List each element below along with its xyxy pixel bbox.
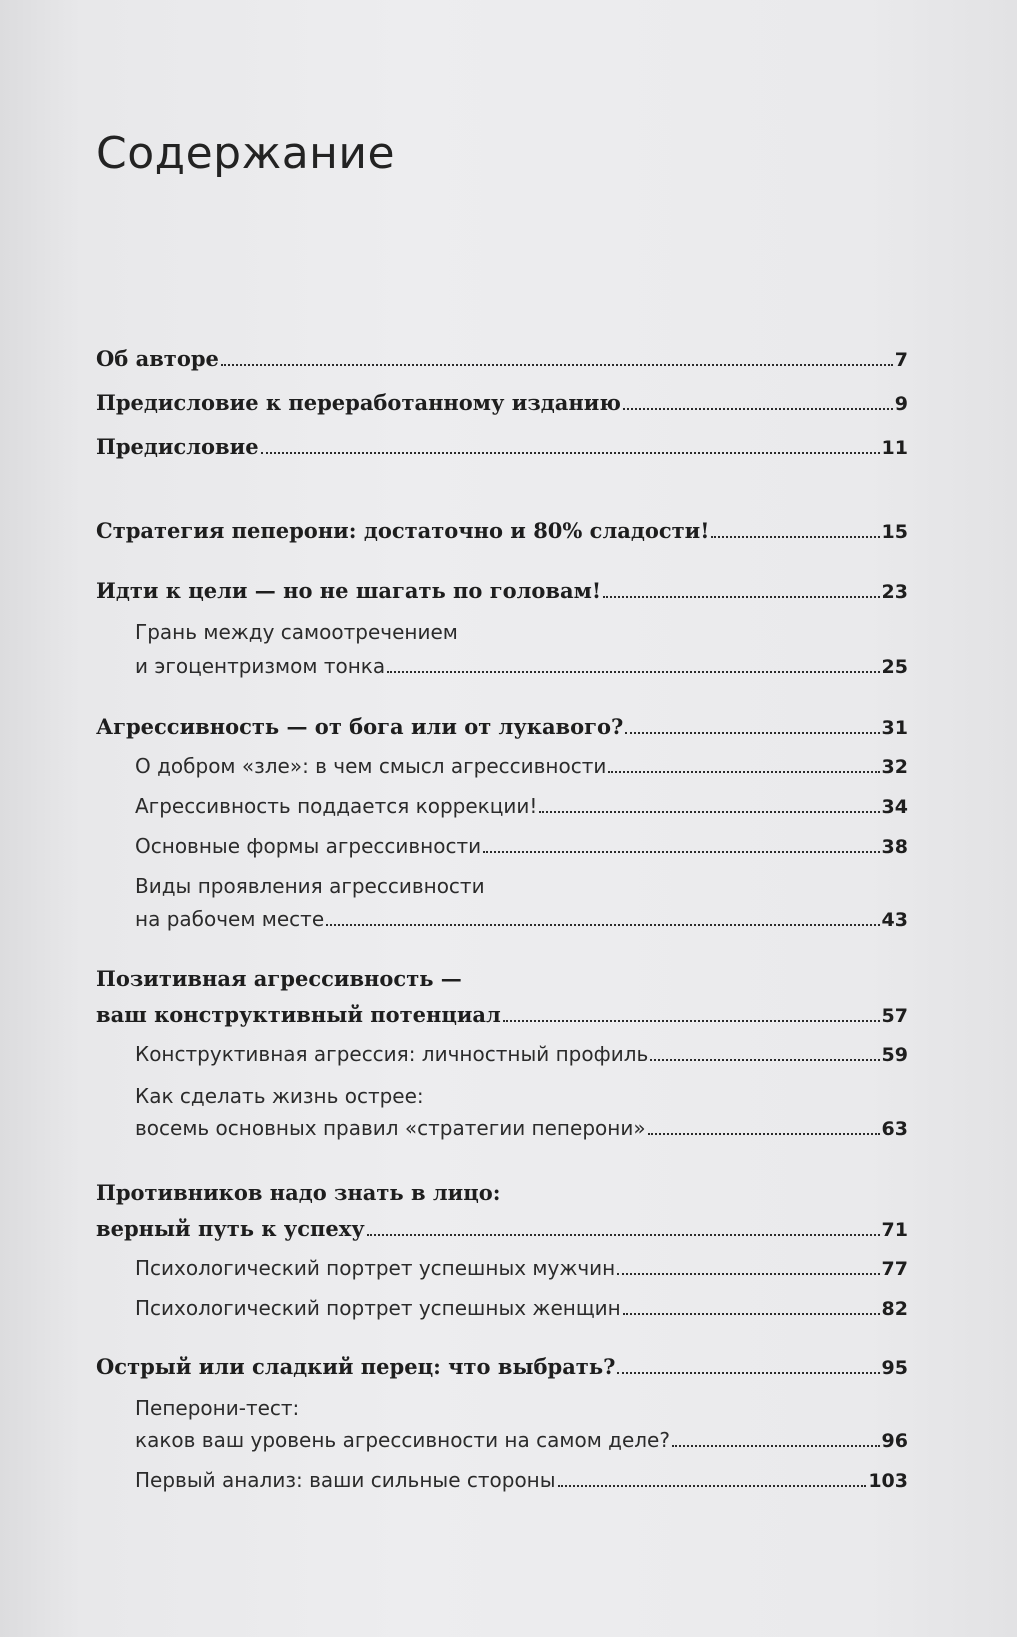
dot-leader [603,595,879,598]
toc-subentry-first-line: Как сделать жизнь острее: [135,1084,424,1108]
toc-entry-title: Острый или сладкий перец: что выбрать? [96,1354,616,1379]
toc-entry-title: Психологический портрет успешных мужчин [135,1256,616,1280]
toc-entry-first-line: Противников надо знать в лицо: [96,1180,501,1205]
toc-page-number: 31 [881,717,908,739]
toc-page-number: 11 [881,437,908,459]
toc-entry [96,346,908,371]
dot-leader [711,535,879,538]
toc-entry-title: восемь основных правил «стратегии пеперони» [135,1116,646,1140]
toc-entry [96,1216,908,1241]
toc-entry-title: ваш конструктивный потенциал [96,1002,501,1027]
toc-page-number: 96 [881,1430,908,1452]
toc-entry-title: верный путь к успеху [96,1216,365,1241]
dot-leader [623,1312,880,1315]
toc-subentry [135,907,908,931]
toc-entry-title: Предисловие к переработанному изданию [96,390,621,415]
dot-leader [387,670,879,673]
toc-entry-title: и эгоцентризмом тонка [135,654,386,678]
toc-page-number: 82 [881,1298,908,1320]
toc-page-number: 95 [881,1357,908,1379]
toc-page-number: 57 [881,1005,908,1027]
toc-entry-title: Конструктивная агрессия: личностный профиль [135,1042,649,1066]
toc-entry-title: Стратегия пеперони: достаточно и 80% сладости! [96,518,710,543]
toc-subentry [135,1042,908,1066]
toc-entry [96,1002,908,1027]
toc-subentry [135,1296,908,1320]
toc-entry [96,434,908,459]
toc-entry-title: Агрессивность поддается коррекции! [135,794,538,818]
toc-entry-title: на рабочем месте [135,907,325,931]
toc-entry-title: Предисловие [96,434,259,459]
dot-leader [326,923,879,926]
toc-entry-title: каков ваш уровень агрессивности на самом деле? [135,1428,670,1452]
toc-subentry [135,834,908,858]
toc-entry-title: Об авторе [96,346,219,371]
toc-entry-first-line: Позитивная агрессивность — [96,966,462,991]
dot-leader [221,363,893,366]
toc-subentry-first-line: Пеперони-тест: [135,1396,300,1420]
toc-page-number: 25 [881,656,908,678]
dot-leader [558,1484,867,1487]
dot-leader [625,731,879,734]
dot-leader [608,770,879,773]
dot-leader [503,1019,880,1022]
toc-entry [96,578,908,603]
toc-subentry-first-line: Виды проявления агрессивности [135,874,485,898]
dot-leader [648,1132,880,1135]
dot-leader [617,1371,879,1374]
dot-leader [483,850,879,853]
toc-entry-title: Агрессивность — от бога или от лукавого? [96,714,624,739]
toc-entry [96,390,908,415]
toc-page-number: 38 [881,836,908,858]
dot-leader [672,1444,880,1447]
toc-subentry [135,1428,908,1452]
toc-entry-title: Основные формы агрессивности [135,834,482,858]
toc-subentry [135,754,908,778]
toc-entry [96,518,908,543]
toc-page-number: 23 [881,581,908,603]
toc-entry [96,1354,908,1379]
toc-page-number: 71 [881,1219,908,1241]
toc-entry-title: Психологический портрет успешных женщин [135,1296,621,1320]
toc-page-number: 43 [881,909,908,931]
toc-page-number: 32 [881,756,908,778]
toc-entry-title: Идти к цели — но не шагать по головам! [96,578,602,603]
toc-subentry [135,654,908,678]
toc-entry [96,714,908,739]
dot-leader [367,1233,880,1236]
page-title: Содержание [96,128,396,179]
toc-entry-title: Первый анализ: ваши сильные стороны [135,1468,556,1492]
toc-page-number: 103 [868,1470,908,1492]
toc-subentry [135,1116,908,1140]
toc-page-number: 15 [881,521,908,543]
toc-page-number: 34 [881,796,908,818]
dot-leader [539,810,879,813]
toc-page-number: 7 [894,349,908,371]
toc-page-number: 9 [894,393,908,415]
toc-page-number: 63 [881,1118,908,1140]
toc-entry-title: О добром «зле»: в чем смысл агрессивности [135,754,607,778]
dot-leader [617,1272,879,1275]
toc-subentry [135,794,908,818]
toc-subentry [135,1468,908,1492]
dot-leader [261,451,880,454]
dot-leader [623,407,893,410]
toc-subentry-first-line: Грань между самоотречением [135,620,458,644]
dot-leader [650,1058,879,1061]
toc-page-number: 77 [881,1258,908,1280]
toc-subentry [135,1256,908,1280]
toc-page-number: 59 [881,1044,908,1066]
